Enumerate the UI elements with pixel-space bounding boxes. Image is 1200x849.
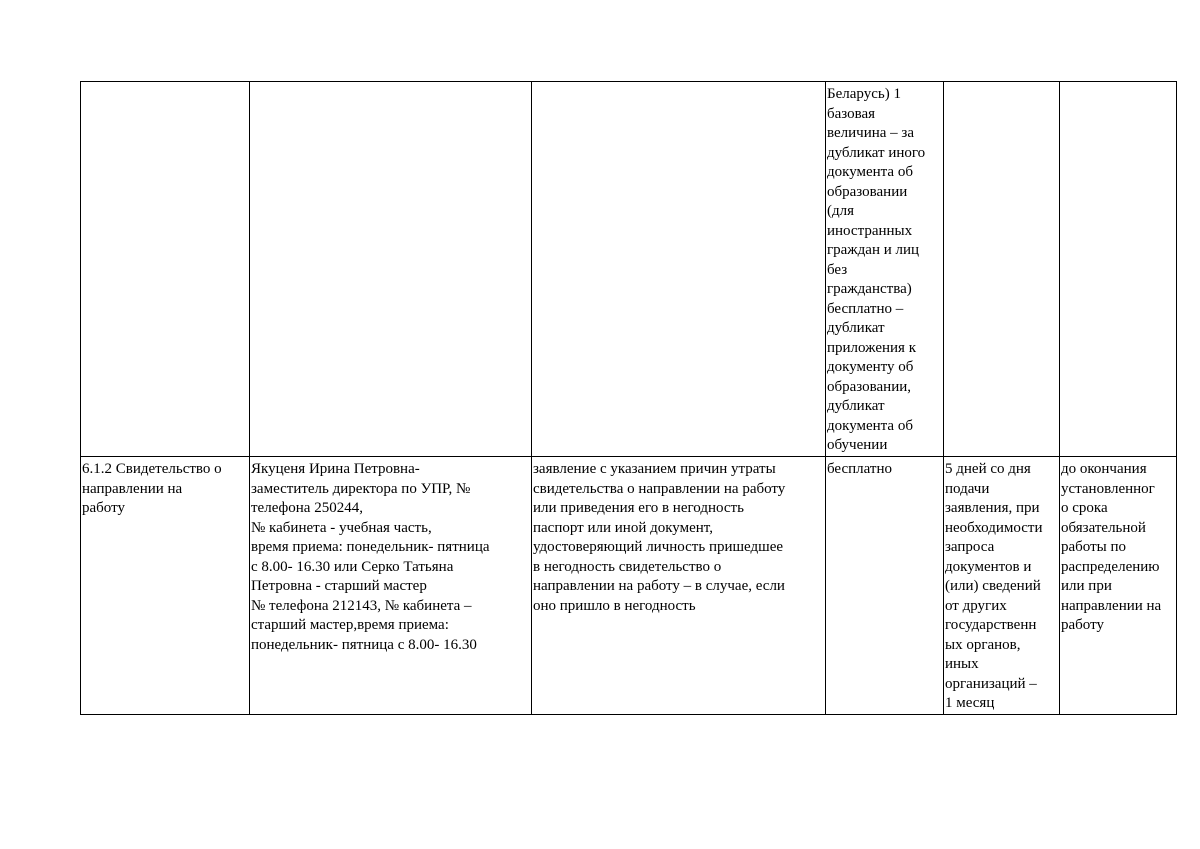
responsible-cell (250, 457, 532, 715)
fee-continuation-text: Беларусь) 1 базовая величина – за дубликат иного документа об образовании (для иностранных граждан и лиц без гражданства) бесплатно – дубликат приложения к документу об образовании, дубликат документа об обучении (827, 86, 926, 453)
empty-validity-cell (1060, 82, 1177, 457)
documents-cell (532, 457, 826, 715)
term-cell (944, 457, 1060, 715)
procedure-name: 6.1.2 Свидетельство о направлении на работу (82, 461, 222, 516)
validity-text: до окончания установленног о срока обязательной работы по распределению или при направлении на работу (1061, 461, 1162, 633)
procedure-row (81, 457, 1177, 715)
empty-responsible-cell (250, 82, 532, 457)
empty-documents-cell (532, 82, 826, 457)
term-text: 5 дней со дня подачи заявления, при необходимости запроса документов и (или) сведений от других государственн ых органов, иных организаций – 1 месяц (945, 461, 1043, 711)
fee-text: бесплатно (827, 461, 892, 477)
validity-cell (1060, 457, 1177, 715)
procedure-cell (81, 457, 250, 715)
procedures-table (80, 81, 1177, 715)
empty-term-cell (944, 82, 1060, 457)
empty-procedure-cell (81, 82, 250, 457)
responsible-text: Якуценя Ирина Петровна- заместитель директора по УПР, № телефона 250244, № кабинета - учебная часть, время приема: понедельник- пятница с 8.00- 16.30 или Серко Татьяна Петровна - старший мастер № телефона 212143, № кабинета – старший мастер,время приема: понедельник- пятница с 8.00- 16.30 (251, 461, 490, 653)
continuation-row (81, 82, 1177, 457)
fee-cell (826, 82, 944, 457)
fee-cell (826, 457, 944, 715)
documents-text: заявление с указанием причин утраты свидетельства о направлении на работу или приведения его в негодность паспорт или иной документ, удостоверяющий личность пришедшее в негодность свидетельство о направлении на работу – в случае, если оно пришло в негодность (533, 461, 786, 614)
